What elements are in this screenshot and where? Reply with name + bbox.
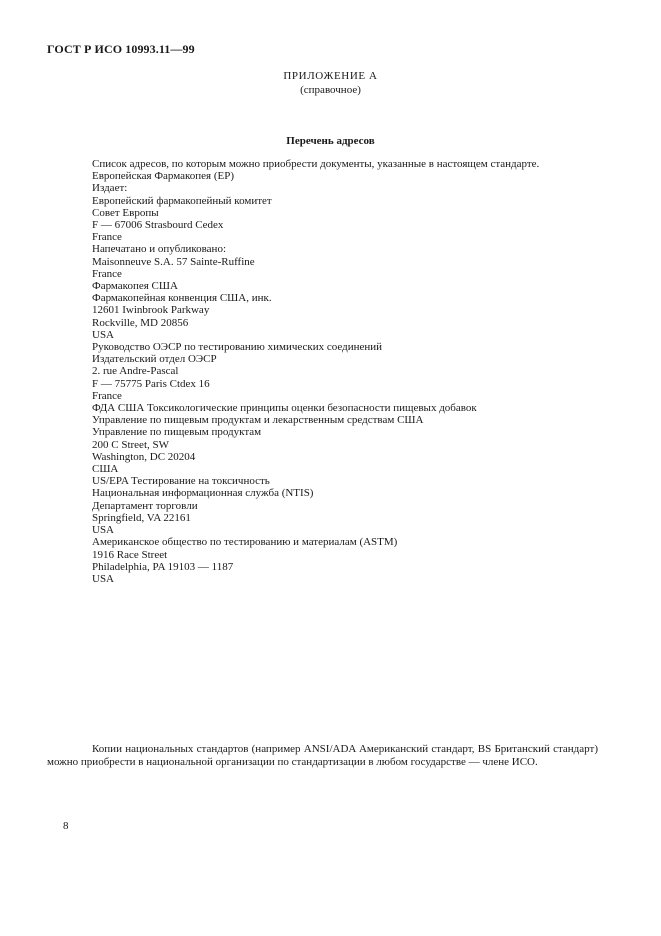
address-line: США [92, 463, 119, 476]
address-block [92, 182, 622, 194]
page-number: 8 [63, 820, 69, 832]
address-line: Европейский фармакопейный комитет [92, 194, 272, 207]
address-line: USA [92, 524, 115, 537]
address-line: F — 75775 Paris Ctdex 16 [92, 377, 210, 390]
address-line: F — 67006 Strasbourd Cedex [92, 219, 224, 232]
address-block [92, 243, 622, 255]
address-line: Philadelphia, PA 19103 — 1187 [92, 560, 234, 573]
address-line: Европейская Фармакопея (ЕР) [92, 170, 235, 183]
address-list [92, 158, 622, 585]
address-block [92, 292, 622, 341]
document-code: ГОСТ Р ИСО 10993.11—99 [47, 42, 195, 56]
address-line: 200 С Street, SW [92, 438, 169, 451]
address-line: Департамент торговли [92, 499, 198, 512]
address-line: Maisonneuve S.A. 57 Sainte-Ruffine [92, 255, 255, 268]
address-block [92, 280, 622, 292]
address-line: 1916 Race Street [92, 548, 168, 561]
address-line: Совет Европы [92, 206, 159, 219]
address-line: Руководство ОЭСР по тестированию химических соединений [92, 341, 383, 354]
address-line: ФДА США Токсикологические принципы оценки безопасности пищевых добавок [92, 402, 477, 415]
address-line: Управление по пищевым продуктам и лекарственным средствам США [92, 414, 424, 427]
address-blocks [92, 170, 622, 585]
address-block [92, 170, 622, 182]
address-line: Управление по пищевым продуктам [92, 426, 262, 439]
intro-paragraph: Список адресов, по которым можно приобрести документы, указанные в настоящем стандарте. [92, 158, 540, 170]
address-line: US/EPA Тестирование на токсичность [92, 475, 270, 488]
address-block [92, 256, 622, 280]
address-line: Фармакопейная конвенция США, инк. [92, 292, 272, 305]
address-line: Напечатано и опубликовано: [92, 243, 227, 256]
address-line: France [92, 231, 122, 244]
appendix-subtitle: (справочное) [300, 84, 361, 96]
address-block [92, 536, 622, 585]
section-title: Перечень адресов [286, 135, 375, 147]
address-line: Издательский отдел ОЭСР [92, 353, 217, 366]
address-line: France [92, 267, 122, 280]
address-line: USA [92, 572, 115, 585]
address-block [92, 475, 622, 536]
address-line: Washington, DC 20204 [92, 450, 196, 463]
address-line: USA [92, 328, 115, 341]
appendix-title: ПРИЛОЖЕНИЕ А [283, 70, 378, 82]
address-line: France [92, 389, 122, 402]
address-line: Rockville, MD 20856 [92, 316, 189, 329]
address-line: Американское общество по тестированию и материалам (ASTM) [92, 536, 398, 549]
address-line: 12601 Iwinbrook Parkway [92, 304, 210, 317]
address-block [92, 195, 622, 244]
address-line: Springfield, VA 22161 [92, 511, 191, 524]
address-block [92, 341, 622, 402]
address-line: Национальная информационная служба (NTIS) [92, 487, 314, 500]
final-paragraph: Копии национальных стандартов (например ANSI/ADA Американский стандарт, BS Британский стандарт) можно приобрести в национальной организации по стандартизации в любом государстве — члене ИСО. [47, 743, 598, 768]
address-line: Издает: [92, 182, 128, 195]
address-line: 2. rue Andre-Pascal [92, 365, 179, 378]
address-line: Фармакопея США [92, 280, 178, 293]
address-block [92, 402, 622, 475]
